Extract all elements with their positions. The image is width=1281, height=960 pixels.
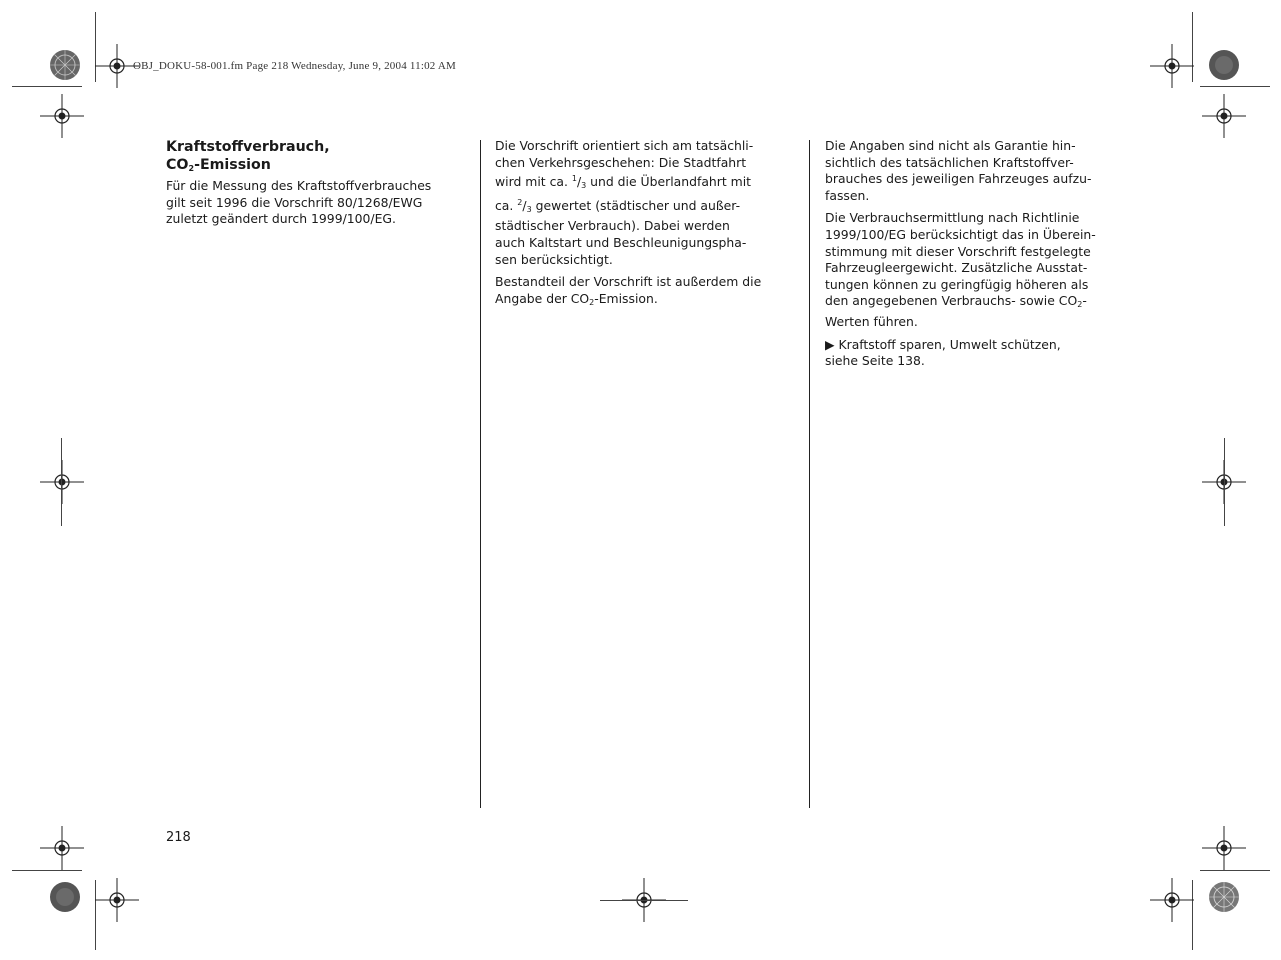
text-line: gewertet (städtischer und außer- — [531, 197, 741, 213]
crop-line — [1224, 438, 1225, 526]
column-2 — [495, 138, 793, 317]
registration-mark-icon — [40, 826, 84, 870]
fraction-denominator: 3 — [526, 204, 532, 214]
text-line: und die Überlandfahrt mit — [586, 174, 752, 190]
heading-co: CO — [166, 157, 189, 173]
text-line: Kraftstoff sparen, Umwelt schützen, — [834, 336, 1061, 352]
text-line: - — [1082, 293, 1087, 309]
page-number: 218 — [166, 830, 191, 845]
text-line: fassen. — [825, 187, 870, 203]
registration-mark-icon — [40, 94, 84, 138]
crop-line — [1200, 870, 1270, 871]
registration-mark-icon — [1202, 826, 1246, 870]
text-line: wird mit ca. — [495, 174, 572, 190]
column-divider — [480, 140, 481, 808]
heading-line-1: Kraftstoffverbrauch, — [166, 139, 330, 155]
paragraph — [495, 274, 793, 311]
registration-mark-icon — [1202, 94, 1246, 138]
text-line: tungen können zu geringfügig höheren als — [825, 276, 1089, 292]
text-line: Werten führen. — [825, 313, 918, 329]
paragraph: Die Vorschrift orientiert sich am tatsächli- chen Verkehrsgeschehen: Die Stadtfahrt wird mit ca. $^1/_3$ und die Überlandfahrt mit ca. $^2/_3$ gewertet (städtischer und außer- städtischer Verbrauch). Dabei werden auch Kaltstart und Beschleunigungspha- sen berücksichtigt. — [495, 138, 754, 267]
registration-disc-icon — [49, 49, 81, 81]
registration-disc-icon — [49, 881, 81, 913]
text-line: stimmung mit dieser Vorschrift festgelegte — [825, 243, 1091, 259]
text-line: auch Kaltstart und Beschleunigungspha- — [495, 234, 747, 250]
text-line: Bestandteil der Vorschrift ist außerdem die — [495, 274, 762, 290]
text-line: Die Angaben sind nicht als Garantie hin- — [825, 138, 1076, 153]
text-line: den angegebenen Verbrauchs- sowie CO — [825, 293, 1078, 309]
text-line: sichtlich des tatsächlichen Kraftstoffver- — [825, 154, 1074, 170]
heading-subscript: 2 — [188, 164, 195, 173]
text-line: gilt seit 1996 die Vorschrift 80/1268/EWG — [166, 194, 423, 210]
registration-mark-icon — [1150, 878, 1194, 922]
column-1 — [166, 138, 466, 234]
section-heading — [166, 138, 466, 178]
subscript: 2 — [1077, 300, 1083, 310]
text-line: brauches des jeweiligen Fahrzeuges aufzu- — [825, 171, 1092, 187]
crop-line — [61, 438, 62, 526]
column-3 — [825, 138, 1125, 376]
registration-disc-icon — [1208, 49, 1240, 81]
text-line: Fahrzeugleergewicht. Zusätzliche Ausstat- — [825, 260, 1088, 276]
text-line: siehe Seite 138. — [825, 353, 925, 369]
text-line: chen Verkehrsgeschehen: Die Stadtfahrt — [495, 154, 747, 170]
column-divider — [809, 140, 810, 808]
text-line: zuletzt geändert durch 1999/100/EG. — [166, 211, 396, 227]
crop-line — [1200, 86, 1270, 87]
text-line: Für die Messung des Kraftstoffverbrauches — [166, 178, 432, 193]
text-line: Angabe der CO — [495, 290, 590, 306]
crop-line — [12, 86, 82, 87]
registration-mark-icon — [95, 878, 139, 922]
paragraph — [825, 210, 1125, 330]
text-line: städtischer Verbrauch). Dabei werden — [495, 218, 730, 234]
paragraph — [825, 138, 1125, 204]
registration-mark-icon — [1150, 44, 1194, 88]
intro-paragraph — [166, 178, 466, 228]
fraction-denominator: 3 — [581, 181, 587, 191]
text-line: 1999/100/EG berücksichtigt das in Überein- — [825, 226, 1096, 242]
text-line: -Emission. — [594, 290, 658, 306]
text-line: sen berücksichtigt. — [495, 251, 613, 267]
arrow-right-icon: ▶ — [825, 336, 835, 352]
registration-disc-icon — [1208, 881, 1240, 913]
heading-rest: -Emission — [194, 157, 271, 173]
crop-line — [600, 900, 688, 901]
text-line: Die Verbrauchsermittlung nach Richtlinie — [825, 210, 1080, 226]
fraction-numerator: 1 — [571, 174, 577, 184]
fraction-numerator: 2 — [517, 197, 523, 207]
registration-mark-icon — [40, 460, 84, 504]
crop-line — [12, 870, 82, 871]
subscript: 2 — [589, 297, 595, 307]
text-line: ca. — [495, 197, 518, 213]
print-header: OBJ_DOKU-58-001.fm Page 218 Wednesday, June 9, 2004 11:02 AM — [133, 60, 456, 72]
text-line: Die Vorschrift orientiert sich am tatsächli- — [495, 138, 754, 153]
cross-reference[interactable] — [825, 337, 1125, 370]
